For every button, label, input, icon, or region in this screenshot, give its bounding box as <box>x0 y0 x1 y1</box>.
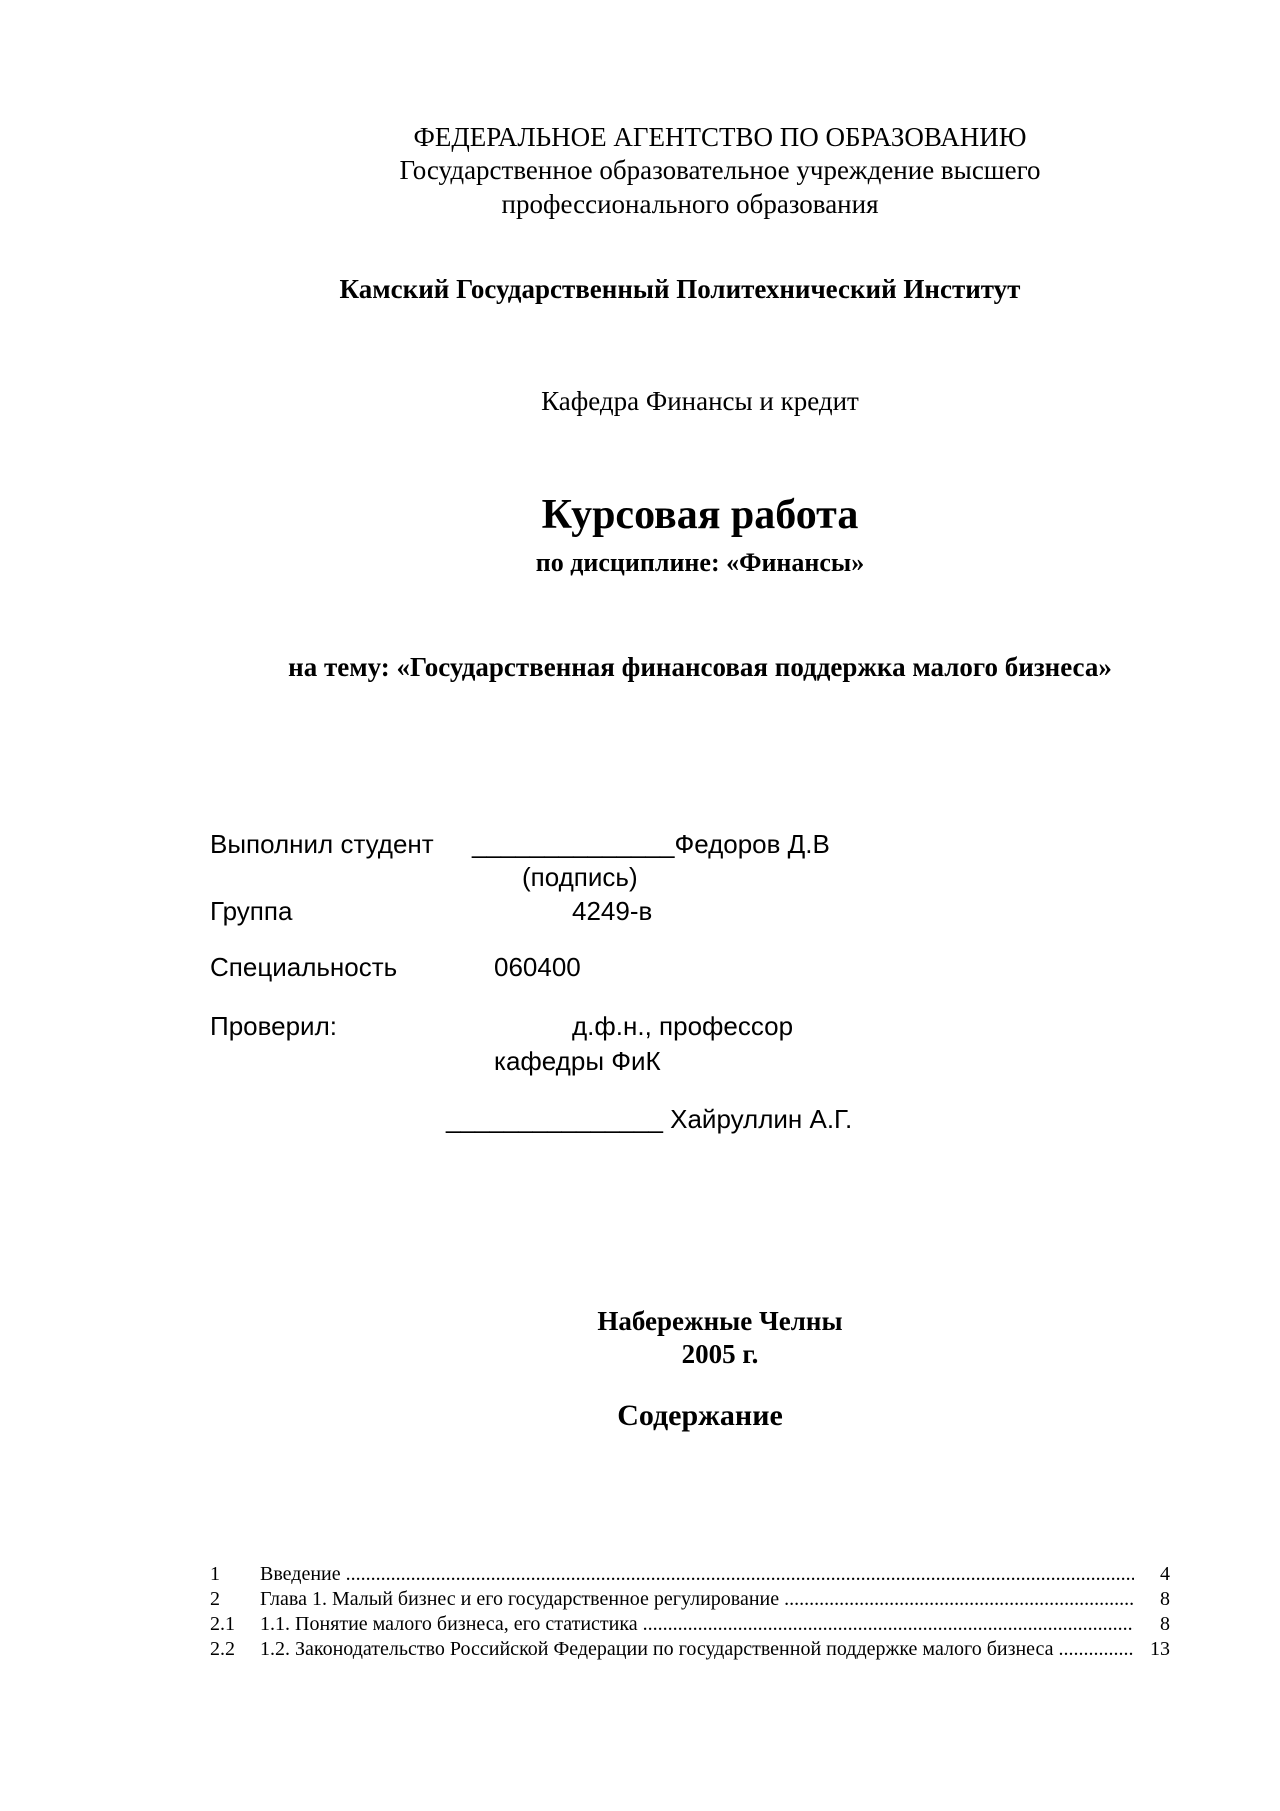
department-name: Кафедра Финансы и кредит <box>541 386 859 416</box>
toc-item-page: 13 <box>1146 1636 1170 1662</box>
institution-line-1: Государственное образовательное учреждение высшего <box>399 155 1041 185</box>
discipline-line: по дисциплине: «Финансы» <box>535 548 865 577</box>
toc-item-number: 2 <box>210 1588 220 1610</box>
toc-item[interactable] <box>210 1561 1170 1587</box>
toc-item[interactable] <box>210 1586 1170 1612</box>
contents-heading: Содержание <box>617 1399 783 1432</box>
group-label: Группа <box>210 896 293 926</box>
group-value: 4249-в <box>572 896 653 926</box>
toc-item-title: 1.1. Понятие малого бизнеса, его статистика ..... <box>260 1611 1134 1637</box>
signature-hint: (подпись) <box>522 862 638 892</box>
institution-line-2: профессионального образования <box>501 189 879 219</box>
toc-item[interactable] <box>210 1611 1170 1637</box>
year: 2005 г. <box>681 1339 759 1369</box>
toc-item-number: 2.2 <box>210 1638 235 1660</box>
toc-item-title: 1.2. Законодательство Российской Федерации по государственной поддержке малого бизнеса ..... <box>260 1636 1134 1662</box>
toc-item-title: Глава 1. Малый бизнес и его государственное регулирование ..... <box>260 1586 1134 1612</box>
toc-item[interactable] <box>210 1636 1170 1662</box>
checked-label: Проверил: <box>210 1011 337 1041</box>
checker-signature-line: _______________ Хайруллин А.Г. <box>446 1104 853 1134</box>
city: Набережные Челны <box>597 1306 843 1336</box>
toc-item-page: 8 <box>1156 1611 1170 1637</box>
specialty-value: 060400 <box>494 952 581 982</box>
toc-item-number: 1 <box>210 1563 220 1585</box>
document-title: Курсовая работа <box>541 492 859 538</box>
toc-item-page: 4 <box>1156 1561 1170 1587</box>
university-name: Камский Государственный Политехнический Институт <box>339 274 1021 304</box>
checker-title-2: кафедры ФиК <box>494 1046 661 1076</box>
toc-item-title: Введение ..... <box>260 1561 1134 1587</box>
student-label: Выполнил студент <box>210 829 434 859</box>
checker-title-1: д.ф.н., профессор <box>572 1011 794 1041</box>
student-signature-line: ______________Федоров Д.В <box>472 829 830 859</box>
toc-item-number: 2.1 <box>210 1613 235 1635</box>
toc-item-page: 8 <box>1156 1586 1170 1612</box>
specialty-label: Специальность <box>210 952 398 982</box>
topic-line: на тему: «Государственная финансовая поддержка малого бизнеса» <box>288 652 1112 682</box>
agency-name: ФЕДЕРАЛЬНОЕ АГЕНТСТВО ПО ОБРАЗОВАНИЮ <box>413 122 1027 152</box>
